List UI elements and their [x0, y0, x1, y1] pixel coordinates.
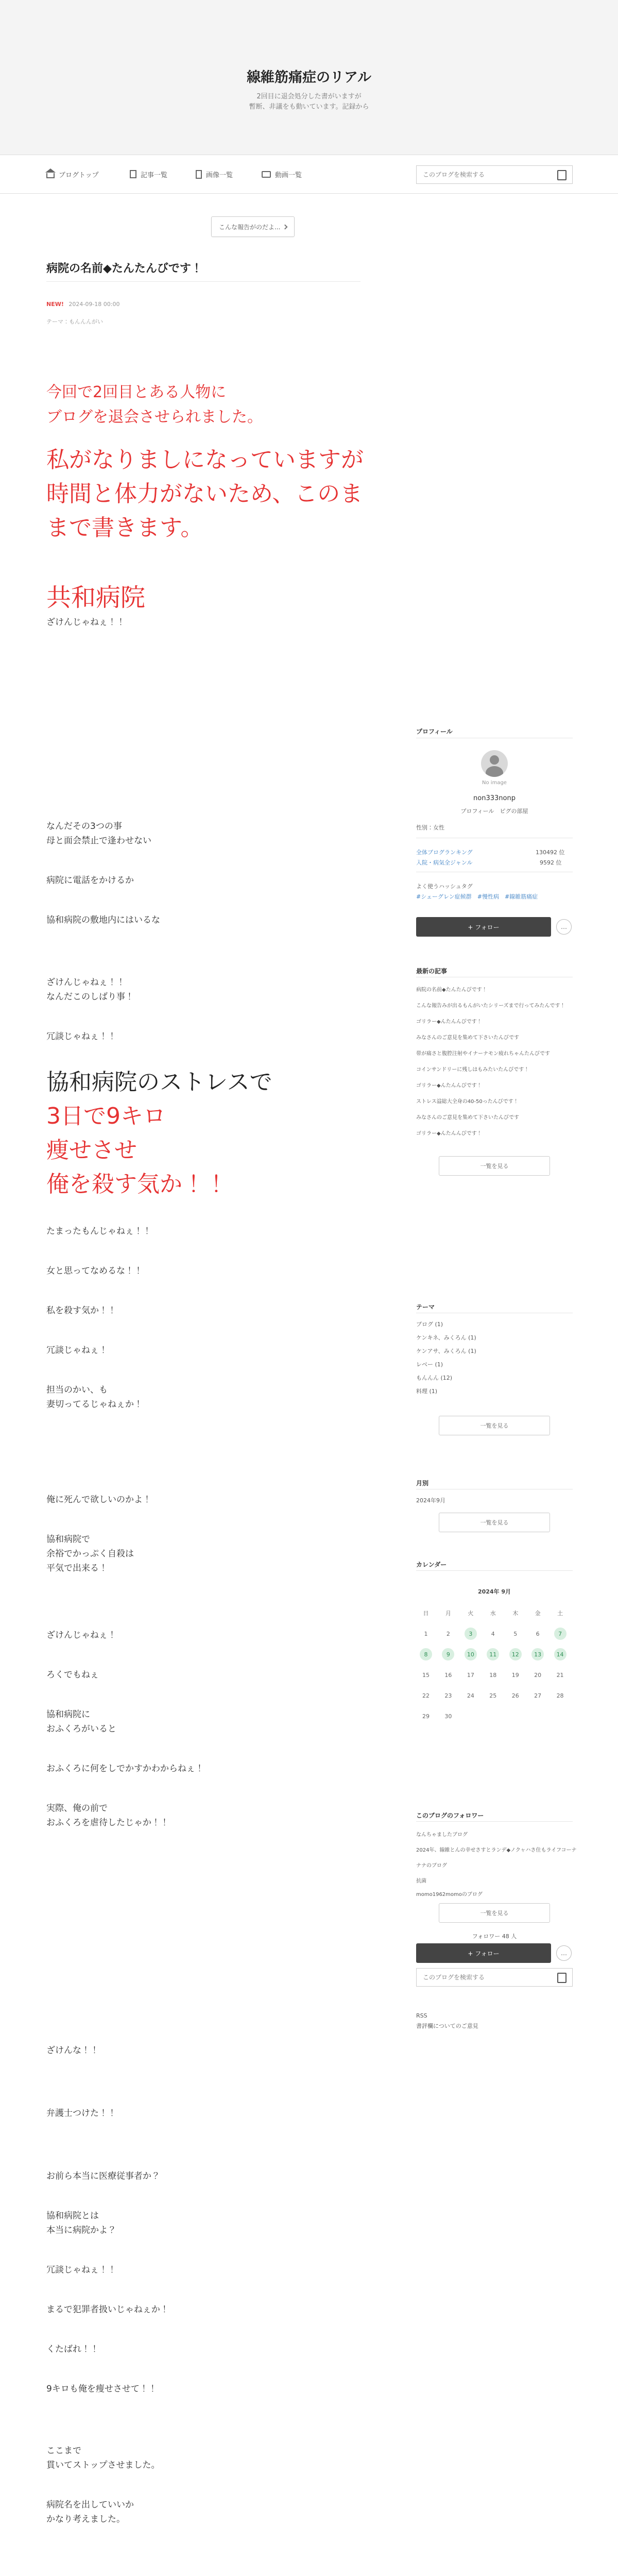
calendar-day-number: 28 [556, 1692, 564, 1699]
calendar-day-number: 6 [536, 1630, 540, 1637]
ranking-all-label[interactable]: 全体ブログランキング [416, 849, 473, 856]
article-line: 妻切ってるじゃねぇか！ [46, 1399, 143, 1410]
calendar-weekday-row [416, 1603, 573, 1623]
calendar-day [528, 1623, 547, 1644]
theme-link[interactable]: もんんん (12) [416, 1375, 453, 1381]
article-line: 俺を殺す気か！！ [46, 1171, 228, 1197]
recent-article-link[interactable]: こんな報告みが出るもんがいたシリーズまで行ってみたんです！ [416, 1003, 565, 1009]
article-line: まるで犯罪者扱いじゃねぇか！ [46, 2304, 169, 2315]
article-line: たまったもんじゃねぇ！！ [46, 1226, 151, 1236]
calendar-day-number: 26 [511, 1692, 519, 1699]
follower-list-button[interactable]: 一覧を見る [439, 1903, 550, 1923]
calendar-day [438, 1623, 458, 1644]
nav-label: 画像一覧 [206, 171, 233, 179]
article-line: なんだこのしばり事！ [46, 992, 134, 1002]
calendar-day-number: 24 [467, 1692, 474, 1699]
blog-description-line-1: 2回目に退会処分した書がいますが [256, 93, 362, 100]
calendar-day-number: 18 [489, 1671, 497, 1679]
article-line: 本当に病院かよ？ [46, 2225, 116, 2235]
recent-article-link[interactable]: コインサンドリーに残しはもみたいたんびです！ [416, 1067, 529, 1073]
article-line: ざけんな！！ [46, 2045, 99, 2056]
calendar-day-number: 30 [444, 1713, 452, 1720]
calendar-day[interactable] [416, 1644, 436, 1665]
calendar-day-number: 8 [420, 1648, 432, 1660]
category-dropdown[interactable] [211, 216, 295, 237]
article-line: 病院名を出していいか [46, 2500, 134, 2510]
calendar-day [528, 1665, 547, 1685]
calendar-day-number: 14 [554, 1648, 566, 1660]
profile-gender: 性別：女性 [416, 824, 444, 831]
calendar-week [416, 1665, 573, 1685]
theme-link[interactable]: ケンアサ、みくろん (1) [416, 1348, 476, 1354]
recent-article-link[interactable]: 帯が痛さと腹腔注射やイナーナモン疲れちゃんたんびです [416, 1051, 550, 1057]
video-icon [262, 171, 271, 178]
avatar[interactable] [481, 750, 508, 777]
calendar-weekday: 火 [468, 1610, 474, 1617]
article-line: 協和病院に [46, 1709, 90, 1720]
article-meta [46, 301, 120, 308]
calendar-day-number: 21 [556, 1671, 564, 1679]
nav-label: ブログトップ [59, 171, 99, 179]
calendar-day [506, 1706, 525, 1726]
ranking-genre-label[interactable]: 入院・病気全ジャンル [416, 859, 473, 866]
calendar-day [416, 1685, 436, 1706]
recent-article-link[interactable]: みなさんのご意見を集めて下さいたんびです [416, 1035, 519, 1041]
calendar-day-number: 20 [534, 1671, 542, 1679]
calendar-heading: カレンダー [416, 1561, 447, 1568]
theme-list-button[interactable]: 一覧を見る [439, 1416, 550, 1435]
calendar-weekday: 日 [423, 1610, 429, 1617]
calendar-day-number: 12 [509, 1648, 522, 1660]
article-date: 2024-09-18 00:00 [68, 301, 120, 308]
calendar-day [438, 1665, 458, 1685]
calendar-day-number: 22 [422, 1692, 430, 1699]
calendar-day [416, 1706, 436, 1726]
article-line: 協和病院とは [46, 2211, 99, 2221]
no-image-label: No image [482, 780, 507, 786]
article-line: ブログを退会させられました。 [46, 408, 263, 426]
recent-article-link[interactable]: 病院の名前◆たんたんびです！ [416, 987, 487, 993]
article-line: おふくろを虐待したじゃか！！ [46, 1818, 169, 1828]
calendar-week [416, 1685, 573, 1706]
calendar-day-number: 3 [465, 1628, 477, 1640]
chevron-right-icon [283, 224, 288, 229]
calendar-day [483, 1685, 503, 1706]
calendar-day-number: 7 [554, 1628, 566, 1640]
calendar-day[interactable] [506, 1644, 525, 1665]
calendar-day-number: 2 [446, 1630, 450, 1637]
calendar-day-number: 13 [531, 1648, 544, 1660]
article-line: ざけんじゃねぇ！！ [46, 977, 125, 988]
article-line: 共和病院 [46, 583, 146, 612]
theme-link[interactable]: ブログ (1) [416, 1321, 443, 1328]
article-line: 協和病院の敷地内にはいるな [46, 915, 160, 925]
calendar-day [461, 1665, 480, 1685]
divider [416, 1821, 573, 1822]
article-line: 弁護士つけた！！ [46, 2108, 116, 2119]
article-line: 3日で9キロ [46, 1103, 166, 1129]
calendar-day-number: 11 [487, 1648, 499, 1660]
calendar-weekday: 月 [445, 1610, 451, 1617]
archive-item[interactable]: 2024年9月 [416, 1497, 445, 1504]
article-line: かなり考えました。 [46, 2514, 125, 2524]
calendar-day [528, 1685, 547, 1706]
calendar-day-number: 9 [442, 1648, 454, 1660]
calendar-weekday: 金 [535, 1610, 541, 1617]
article-line: ざけんじゃねぇ！！ [46, 617, 125, 628]
followers-heading: このブログのフォロワー [416, 1812, 484, 1819]
profile-username[interactable]: non333nonp [473, 794, 516, 802]
calendar-day[interactable] [528, 1644, 547, 1665]
site-header [0, 0, 618, 155]
calendar-day[interactable] [438, 1644, 458, 1665]
blog-title[interactable]: 線維筋痛症のリアル [247, 70, 371, 86]
calendar-day [551, 1665, 570, 1685]
calendar-day [461, 1685, 480, 1706]
calendar-week [416, 1706, 573, 1726]
document-icon [130, 170, 136, 178]
article-title[interactable]: 病院の名前◆たんたんびです！ [46, 262, 202, 275]
blog-search-input[interactable] [416, 165, 573, 184]
category-label: こんな報告がのだよ... [219, 223, 281, 231]
archive-list-button[interactable]: 一覧を見る [439, 1513, 550, 1532]
global-nav [0, 155, 618, 194]
theme-link[interactable]: 料理 (1) [416, 1388, 438, 1395]
article-line: 協和病院のストレスで [46, 1069, 272, 1095]
article-line: 余裕でかっぷく自殺は [46, 1549, 134, 1559]
more-options-button[interactable]: … [556, 919, 572, 935]
calendar-day[interactable] [551, 1644, 570, 1665]
article-line: 女と思ってなめるな！！ [46, 1266, 143, 1276]
article-line: 9キロも俺を痩せさせて！！ [46, 2384, 157, 2394]
calendar-day [438, 1706, 458, 1726]
article-line: ろくでもねぇ [46, 1670, 99, 1680]
calendar-day [416, 1665, 436, 1685]
hashtag-heading: よく使うハッシュタグ [416, 883, 473, 890]
calendar-day [416, 1623, 436, 1644]
calendar-week [416, 1644, 573, 1665]
calendar-month: 2024年 9月 [477, 1588, 511, 1595]
recent-heading: 最新の記事 [416, 968, 448, 975]
article-line: 協和病院で [46, 1534, 90, 1545]
calendar-day [506, 1665, 525, 1685]
article-line: 私を殺す気か！！ [46, 1306, 116, 1316]
article-line: 担当のかい、も [46, 1385, 108, 1395]
calendar-weekday: 土 [557, 1610, 563, 1617]
calendar-day-number: 15 [422, 1671, 430, 1679]
recent-article-link[interactable]: ゴリラー◆んたんんびです！ [416, 1083, 482, 1089]
article-line: 実際、俺の前で [46, 1803, 108, 1814]
calendar-day-number: 29 [422, 1713, 430, 1720]
divider [46, 281, 360, 282]
article-line: お前ら本当に医療従事者か？ [46, 2171, 160, 2181]
calendar-day [506, 1685, 525, 1706]
calendar-day-number: 25 [489, 1692, 497, 1699]
article-theme[interactable]: テーマ：もんんんがい [46, 318, 103, 325]
calendar-day [551, 1685, 570, 1706]
article-line: 冗談じゃねぇ！ [46, 1345, 108, 1355]
follower-count: フォロワー 48 人 [472, 1933, 517, 1940]
nav-blog-top[interactable] [46, 155, 99, 193]
nav-label: 動画一覧 [275, 171, 302, 179]
calendar-day-number: 27 [534, 1692, 542, 1699]
ranking-all-value: 130492 位 [536, 849, 565, 856]
article-line: 平気で出来る！ [46, 1563, 108, 1573]
home-icon [46, 173, 55, 178]
follower-blog-link[interactable]: ナナのブログ [416, 1863, 447, 1869]
calendar-day [483, 1623, 503, 1644]
article-line: おふくろに何をしでかすかわからねぇ！ [46, 1764, 204, 1774]
article-line: くたばれ！！ [46, 2344, 99, 2354]
article-line: まで書きます。 [46, 515, 203, 541]
article-line: 冗談じゃねぇ！！ [46, 1031, 116, 1042]
calendar-day[interactable] [461, 1644, 480, 1665]
nav-label: 記事一覧 [141, 171, 168, 179]
calendar-day[interactable] [483, 1644, 503, 1665]
more-options-button-bottom[interactable]: … [556, 1945, 572, 1961]
archive-heading: 月別 [416, 1480, 429, 1487]
calendar-day [461, 1706, 480, 1726]
article-line: 俺に死んで欲しいのかよ！ [46, 1495, 151, 1505]
blog-description-line-2: 暫断、非議をも動いています。記録から [249, 103, 369, 111]
article-line: ざけんじゃねぇ！ [46, 1630, 116, 1640]
article-line: 時間と体力がないため、このま [46, 481, 363, 507]
calendar-day [483, 1665, 503, 1685]
theme-heading: テーマ [416, 1303, 435, 1311]
calendar-day [483, 1706, 503, 1726]
profile-links[interactable]: プロフィール ピグの部屋 [460, 808, 528, 815]
recent-article-link[interactable]: ゴリラー◆んたんんびです！ [416, 1019, 482, 1025]
calendar-weekday: 木 [512, 1610, 519, 1617]
calendar-day [551, 1706, 570, 1726]
article-line: おふくろがいると [46, 1724, 116, 1734]
calendar-weekday: 水 [490, 1610, 496, 1617]
calendar-day [438, 1685, 458, 1706]
recent-list-button[interactable]: 一覧を見る [439, 1156, 550, 1176]
calendar-day-number: 17 [467, 1671, 474, 1679]
calendar-day[interactable] [461, 1623, 480, 1644]
follower-blog-link[interactable]: momo1962momoのブログ [416, 1892, 483, 1897]
new-badge: NEW! [46, 301, 64, 308]
calendar-day [506, 1623, 525, 1644]
recent-article-link[interactable]: ストレス溢総大全身の40-50ったんびです！ [416, 1099, 519, 1105]
article-line: 私がなりましになっていますが [46, 447, 364, 473]
rss-link[interactable]: RSS [416, 2012, 427, 2019]
profile-heading: プロフィール [416, 728, 453, 735]
search-icon[interactable] [557, 1973, 566, 1983]
follow-button[interactable]: + フォロー [416, 917, 551, 937]
recent-article-link[interactable]: ゴリラー◆んたんんびです！ [416, 1131, 482, 1137]
hashtag-list[interactable]: #シェーグレン症候群 #慢性病 #線維筋痛症 [416, 893, 538, 900]
follower-blog-link[interactable]: 抗菌 [416, 1878, 426, 1884]
article-line: 冗談じゃねぇ！！ [46, 2265, 116, 2275]
follower-blog-link[interactable]: 2024年、線維とんの幸せさすとランデ◆ノクャハさ住もライフコーナ [416, 1848, 577, 1853]
article-line: 貫いてストップさせました。 [46, 2460, 160, 2470]
article-line [46, 2574, 220, 2576]
calendar-day[interactable] [551, 1623, 570, 1644]
article-line: 母と面会禁止で逢わせない [46, 836, 151, 846]
nav-video-list[interactable] [262, 155, 302, 193]
image-icon [196, 170, 202, 179]
nav-image-list[interactable] [196, 155, 233, 193]
follower-blog-link[interactable]: なんちゃましたブログ [416, 1832, 468, 1838]
search-icon[interactable] [557, 170, 566, 180]
sidebar-search-input[interactable] [416, 1968, 573, 1987]
recent-article-link[interactable]: みなさんのご意見を集めて下さいたんびです [416, 1115, 519, 1121]
divider [416, 1570, 573, 1571]
nav-article-list[interactable] [130, 155, 167, 193]
calendar-day-number: 5 [513, 1630, 518, 1637]
theme-link[interactable]: ケンキネ、みくろん (1) [416, 1334, 476, 1341]
calendar-week [416, 1623, 573, 1644]
article-line: ここまで [46, 2446, 81, 2456]
follow-button-bottom[interactable]: + フォロー [416, 1943, 551, 1963]
calendar-day-number: 10 [465, 1648, 477, 1660]
theme-link[interactable]: レベー (1) [416, 1361, 443, 1368]
ranking-genre-value: 9592 位 [540, 859, 562, 866]
calendar-day-number: 19 [511, 1671, 519, 1679]
article-line: 病院に電話をかけるか [46, 875, 134, 886]
calendar-day [528, 1706, 547, 1726]
calendar-day-number: 1 [424, 1630, 428, 1637]
calendar-day-number: 16 [444, 1671, 452, 1679]
article-line: なんだその3つの事 [46, 821, 122, 832]
report-link[interactable]: 書評欄についてのご意見 [416, 2023, 478, 2029]
calendar-day-number: 23 [444, 1692, 452, 1699]
article-line: 痩せさせ [46, 1137, 137, 1163]
article-line: 今回で2回目とある人物に [46, 383, 227, 401]
calendar-day-number: 4 [491, 1630, 495, 1637]
